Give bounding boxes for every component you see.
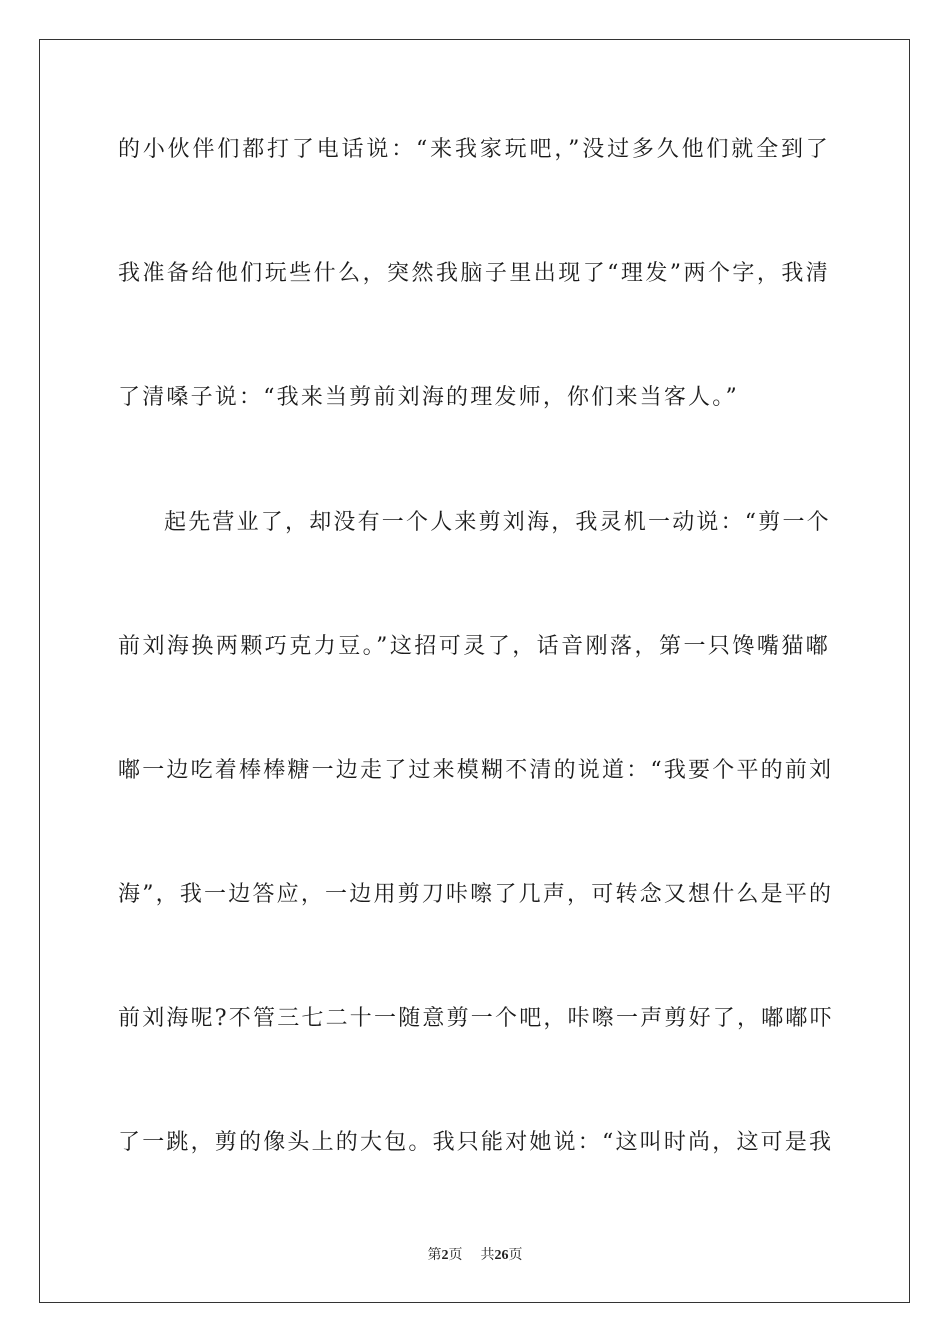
- text-line-1: 的小伙伴们都打了电话说：“来我家玩吧，”没过多久他们就全到了: [118, 137, 830, 162]
- page-suffix: 页: [448, 1247, 463, 1263]
- text-line-6: 嘟一边吃着棒棒糖一边走了过来模糊不清的说道：“我要个平的前刘: [118, 758, 834, 783]
- page-prefix: 第: [427, 1247, 442, 1263]
- text-line-2: 我准备给他们玩些什么，突然我脑子里出现了“理发”两个字，我清: [118, 261, 830, 286]
- page-footer: [0, 1245, 950, 1266]
- total-page-count: 26: [494, 1248, 509, 1263]
- current-page-number: 2: [441, 1248, 449, 1263]
- text-line-9: 了一跳，剪的像头上的大包。我只能对她说：“这叫时尚，这可是我: [118, 1130, 834, 1155]
- text-line-5: 前刘海换两颗巧克力豆。”这招可灵了，话音刚落，第一只馋嘴猫嘟: [118, 634, 830, 659]
- total-suffix: 页: [508, 1247, 523, 1263]
- text-line-8: 前刘海呢?不管三七二十一随意剪一个吧，咔嚓一声剪好了，嘟嘟吓: [118, 1006, 834, 1031]
- total-prefix: 共: [480, 1247, 495, 1263]
- text-line-4-paragraph-start: 起先营业了，却没有一个人来剪刘海，我灵机一动说：“剪一个: [164, 510, 831, 535]
- text-line-7: 海”，我一边答应，一边用剪刀咔嚓了几声，可转念又想什么是平的: [118, 882, 834, 907]
- text-line-3: 了清嗓子说：“我来当剪前刘海的理发师，你们来当客人。”: [118, 385, 739, 410]
- page-border: [39, 39, 910, 1303]
